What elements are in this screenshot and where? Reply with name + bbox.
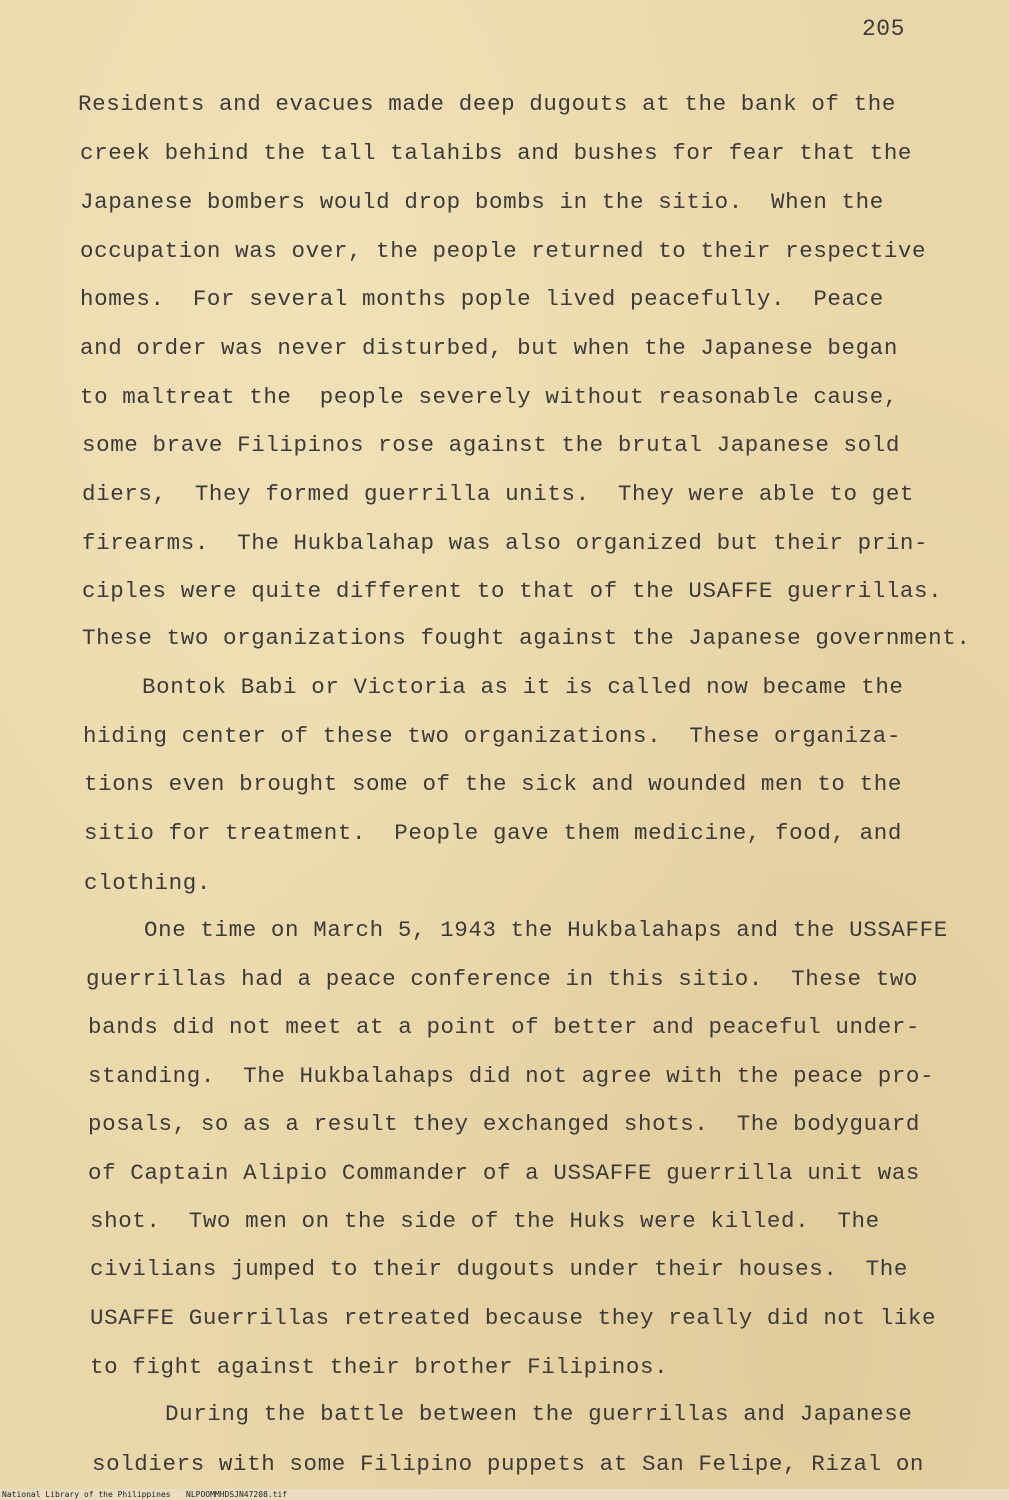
text-line: tions even brought some of the sick and wounded men to the xyxy=(84,771,902,797)
text-line: sitio for treatment. People gave them medicine, food, and xyxy=(84,820,902,846)
text-line: clothing. xyxy=(84,870,211,896)
text-line: During the battle between the guerrillas and Japanese xyxy=(165,1401,913,1427)
text-line: diers, They formed guerrilla units. They were able to get xyxy=(82,481,915,507)
text-line: hiding center of these two organizations. These organiza- xyxy=(83,723,901,749)
text-line: Japanese bombers would drop bombs in the sitio. When the xyxy=(80,189,884,215)
text-line: to fight against their brother Filipinos. xyxy=(90,1354,669,1380)
text-line: Residents and evacues made deep dugouts at the bank of the xyxy=(78,91,896,117)
text-line: One time on March 5, 1943 the Hukbalahaps and the USSAFFE xyxy=(144,917,948,943)
text-line: Bontok Babi or Victoria as it is called now became the xyxy=(142,674,904,700)
text-line: of Captain Alipio Commander of a USSAFFE guerrilla unit was xyxy=(88,1160,921,1186)
library-credit: National Library of the Philippines xyxy=(2,1490,171,1499)
text-line: occupation was over, the people returned to their respective xyxy=(80,238,927,264)
file-name: NLPOOMMHDSJN47208.tif xyxy=(186,1490,288,1499)
text-line: firearms. The Hukbalahap was also organized but their prin- xyxy=(82,530,929,556)
text-line: guerrillas had a peace conference in this sitio. These two xyxy=(86,966,919,992)
text-line: creek behind the tall talahibs and bushes for fear that the xyxy=(80,140,913,166)
text-line: shot. Two men on the side of the Huks were killed. The xyxy=(90,1208,880,1234)
text-line: and order was never disturbed, but when the Japanese began xyxy=(80,335,898,361)
text-line: USAFFE Guerrillas retreated because they really did not like xyxy=(90,1305,937,1331)
text-line: some brave Filipinos rose against the brutal Japanese sold xyxy=(82,432,900,458)
text-line: bands did not meet at a point of better and peaceful under- xyxy=(88,1014,921,1040)
text-line: civilians jumped to their dugouts under their houses. The xyxy=(90,1256,908,1282)
text-line: soldiers with some Filipino puppets at San Felipe, Rizal on xyxy=(92,1451,925,1477)
text-line: ciples were quite different to that of the USAFFE guerrillas. xyxy=(82,578,943,604)
text-line: These two organizations fought against the Japanese government. xyxy=(82,625,971,651)
text-line: to maltreat the people severely without reasonable cause, xyxy=(80,384,898,410)
text-line: posals, so as a result they exchanged shots. The bodyguard xyxy=(88,1111,921,1137)
text-line: homes. For several months pople lived peacefully. Peace xyxy=(80,286,884,312)
text-line: standing. The Hukbalahaps did not agree with the peace pro- xyxy=(88,1063,935,1089)
page-number: 205 xyxy=(862,16,905,42)
scan-footer xyxy=(0,1489,1009,1500)
